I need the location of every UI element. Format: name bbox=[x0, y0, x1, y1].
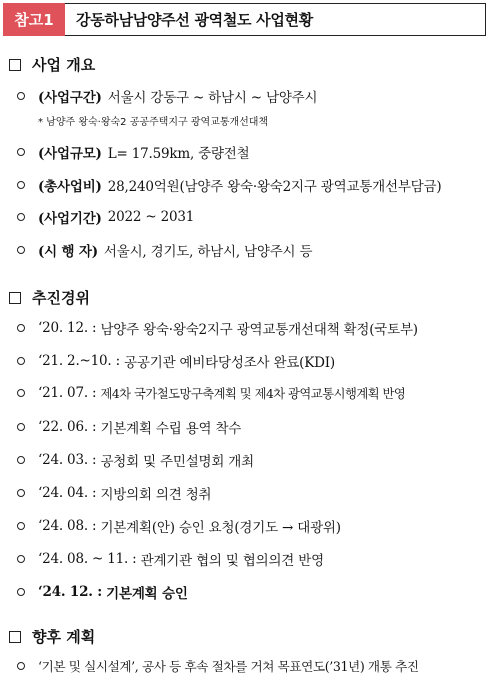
item-text: 기본계획 승인 bbox=[106, 586, 188, 602]
item-label: (총사업비) bbox=[38, 179, 102, 195]
circle-bullet-icon bbox=[17, 181, 25, 189]
circle-bullet-icon bbox=[17, 588, 25, 596]
circle-bullet-icon bbox=[17, 92, 25, 100]
circle-bullet-icon bbox=[17, 456, 25, 464]
section-heading: 추진경위 bbox=[32, 289, 90, 307]
item-text: L= 17.59km, 중량전철 bbox=[107, 146, 250, 162]
section-heading: 향후 계획 bbox=[32, 628, 96, 646]
item-text: 관계기관 협의 및 협의의견 반영 bbox=[140, 553, 324, 569]
document-header bbox=[3, 3, 486, 36]
circle-bullet-icon bbox=[17, 324, 25, 332]
square-bullet-icon bbox=[9, 631, 21, 643]
overview-item bbox=[17, 175, 441, 195]
progress-item bbox=[17, 549, 324, 569]
circle-bullet-icon bbox=[17, 148, 25, 156]
overview-item bbox=[17, 207, 194, 227]
item-date: ‘24. 08. ~ 11. : bbox=[38, 551, 137, 567]
item-text: 서울시 강동구 ~ 하남시 ~ 남양주시 bbox=[107, 90, 318, 106]
item-label: (시 행 자) bbox=[38, 244, 98, 260]
progress-item bbox=[17, 582, 188, 602]
circle-bullet-icon bbox=[17, 423, 25, 431]
item-date: ‘24. 03. : bbox=[38, 452, 97, 468]
item-text: 2022 ~ 2031 bbox=[107, 209, 195, 225]
item-text: 공공기관 예비타당성조사 완료(KDI) bbox=[124, 355, 335, 371]
item-text: 남양주 왕숙·왕숙2지구 광역교통개선대책 확정(국토부) bbox=[100, 322, 418, 338]
overview-item bbox=[17, 240, 312, 260]
circle-bullet-icon bbox=[17, 357, 25, 365]
progress-item bbox=[17, 450, 254, 470]
section-progress bbox=[9, 287, 90, 308]
circle-bullet-icon bbox=[17, 555, 25, 563]
item-date: ‘24. 08. : bbox=[38, 518, 97, 534]
footnote: * 남양주 왕숙·왕숙2 공공주택지구 광역교통개선대책 bbox=[38, 117, 269, 128]
item-date: ‘24. 04. : bbox=[38, 485, 97, 501]
circle-bullet-icon bbox=[17, 389, 25, 397]
item-text: 기본계획(안) 승인 요청(경기도 → 대광위) bbox=[100, 520, 341, 536]
section-overview bbox=[9, 54, 95, 75]
item-date: ‘24. 12. : bbox=[38, 584, 103, 600]
circle-bullet-icon bbox=[17, 246, 25, 254]
circle-bullet-icon bbox=[17, 213, 25, 221]
item-date: ‘20. 12. : bbox=[38, 320, 97, 336]
square-bullet-icon bbox=[9, 292, 21, 304]
item-text: 28,240억원(남양주 왕숙·왕숙2지구 광역교통개선부담금) bbox=[107, 179, 442, 195]
reference-tag: 참고1 bbox=[3, 3, 65, 36]
item-label: (사업규모) bbox=[38, 146, 102, 162]
progress-item bbox=[17, 417, 241, 437]
item-text: 지방의회 의견 청취 bbox=[100, 487, 212, 503]
progress-item bbox=[17, 516, 341, 536]
overview-item bbox=[17, 142, 250, 162]
circle-bullet-icon bbox=[17, 662, 25, 670]
section-future bbox=[9, 626, 95, 647]
item-date: ‘22. 06. : bbox=[38, 419, 97, 435]
item-text: 공청회 및 주민설명회 개최 bbox=[100, 454, 254, 470]
progress-item bbox=[17, 483, 211, 503]
item-text: 서울시, 경기도, 하남시, 남양주시 등 bbox=[103, 244, 313, 260]
circle-bullet-icon bbox=[17, 522, 25, 530]
progress-item bbox=[17, 384, 405, 402]
item-text: 기본계획 수립 용역 착수 bbox=[100, 421, 242, 437]
overview-item bbox=[17, 86, 317, 106]
future-item bbox=[17, 656, 419, 675]
circle-bullet-icon bbox=[17, 489, 25, 497]
item-date: ‘21. 2.~10. : bbox=[38, 353, 120, 369]
item-date: ‘21. 07. : bbox=[38, 385, 97, 401]
item-text: 제4차 국가철도망구축계획 및 제4차 광역교통시행계획 반영 bbox=[100, 387, 406, 401]
item-label: (사업구간) bbox=[38, 90, 102, 106]
progress-item bbox=[17, 318, 418, 338]
progress-item bbox=[17, 351, 335, 371]
document-title: 강동하남남양주선 광역철도 사업현황 bbox=[65, 3, 486, 36]
item-label: (사업기간) bbox=[38, 211, 102, 227]
section-heading: 사업 개요 bbox=[32, 56, 96, 74]
item-text: ‘기본 및 실시설계’, 공사 등 후속 절차를 거쳐 목표연도(’31년) 개통 추진 bbox=[38, 659, 419, 674]
square-bullet-icon bbox=[9, 59, 21, 71]
